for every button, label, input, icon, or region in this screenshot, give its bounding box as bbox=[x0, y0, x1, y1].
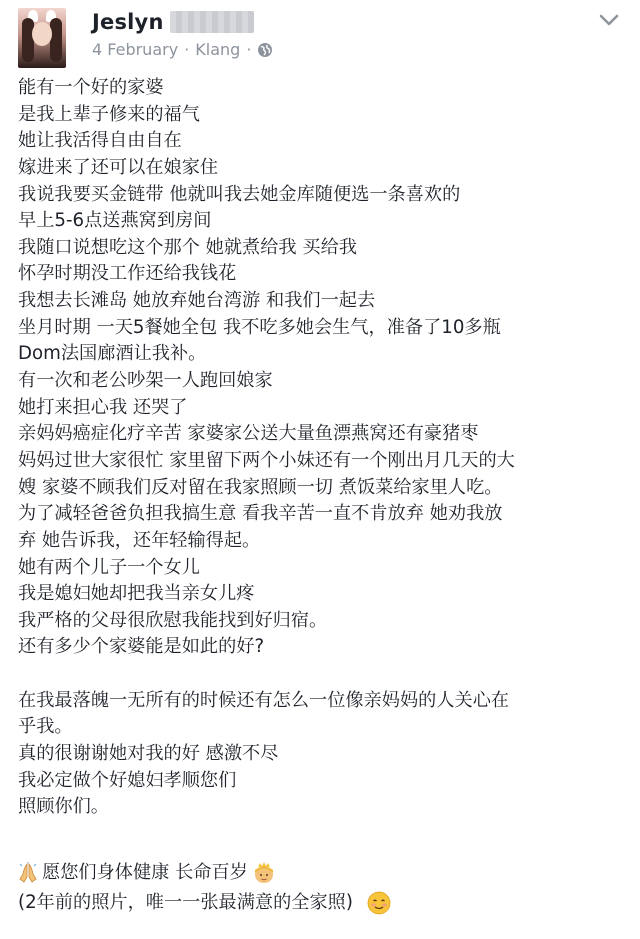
post-body bbox=[18, 75, 628, 821]
post-text-line: 坐月时期 一天5餐她全包 我不吃多她会生气，准备了10多瓶 bbox=[18, 316, 501, 338]
post-text-line: 能有一个好的家婆 bbox=[18, 77, 164, 98]
post-text-line: 有一次和老公吵架一人跑回娘家 bbox=[18, 370, 273, 392]
post-text-line: 她打来担心我 还哭了 bbox=[18, 396, 188, 418]
post-text-line: 我必定做个好媳妇孝顺您们 bbox=[18, 769, 237, 791]
post-text-line: 她让我活得自由自在 bbox=[18, 130, 182, 152]
post-text-line: 真的很谢谢她对我的好 感激不尽 bbox=[18, 743, 279, 765]
post-text-line: 怀孕时期没工作还给我钱花 bbox=[18, 263, 237, 285]
chevron-down-icon[interactable] bbox=[598, 12, 620, 28]
post-text-line: 照顾你们。 bbox=[18, 796, 109, 818]
wish-line bbox=[18, 858, 628, 888]
post-text-line: 我说我要买金链带 他就叫我去她金库随便选一条喜欢的 bbox=[18, 183, 461, 205]
post-text-line: 为了减轻爸爸负担我搞生意 看我辛苦一直不肯放弃 她劝我放 bbox=[18, 503, 503, 525]
photo-note-text: (2年前的照片，唯一一张最满意的全家照) bbox=[18, 892, 353, 913]
post-closing bbox=[18, 858, 628, 918]
photo-note-line bbox=[18, 888, 628, 918]
post-text-line: 是我上辈子修来的福气 bbox=[18, 103, 200, 125]
author-row bbox=[92, 8, 254, 36]
post-text-line: 乎我。 bbox=[18, 716, 73, 738]
wish-text: 愿您们身体健康 长命百岁 bbox=[42, 862, 248, 883]
post-text-line: 弃 她告诉我，还年轻输得起。 bbox=[18, 529, 261, 551]
post-text-line: 嫂 家婆不顾我们反对留在我家照顾一切 煮饭菜给家里人吃。 bbox=[18, 476, 503, 498]
smiling-face-icon bbox=[367, 891, 391, 915]
post-text-line: 还有多少个家婆能是如此的好? bbox=[18, 636, 265, 658]
post-text-line: 我严格的父母很欣慰我能找到好归宿。 bbox=[18, 609, 328, 631]
post-text-line: 我是媳妇她却把我当亲女儿疼 bbox=[18, 583, 255, 605]
post-text-line: 妈妈过世大家很忙 家里留下两个小妹还有一个刚出月几天的大 bbox=[18, 449, 515, 471]
post-date[interactable]: 4 February bbox=[92, 40, 179, 59]
avatar-face bbox=[32, 22, 52, 46]
post-text-line: Dom法国廊酒让我补。 bbox=[18, 343, 207, 365]
post-header bbox=[0, 0, 640, 72]
post-text-line: 嫁进来了还可以在娘家住 bbox=[18, 156, 219, 178]
meta-separator: · bbox=[246, 40, 252, 59]
post-meta bbox=[92, 40, 273, 59]
globe-icon[interactable] bbox=[257, 42, 273, 58]
paragraph-gap bbox=[18, 661, 628, 688]
post-text-line: 在我最落魄一无所有的时候还有怎么一位像亲妈妈的人关心在 bbox=[18, 689, 510, 711]
post-text-line: 亲妈妈癌症化疗辛苦 家婆家公送大量鱼漂燕窝还有豪猪枣 bbox=[18, 423, 479, 445]
meta-separator: · bbox=[184, 40, 190, 59]
post-text-line: 早上5-6点送燕窝到房间 bbox=[18, 210, 212, 232]
avatar-hair-left bbox=[22, 18, 34, 62]
author-name[interactable]: Jeslyn bbox=[92, 10, 164, 34]
post-location[interactable]: Klang bbox=[195, 40, 241, 59]
avatar[interactable] bbox=[18, 8, 66, 68]
post-text-line: 我想去长滩岛 她放弃她台湾游 和我们一起去 bbox=[18, 290, 376, 312]
folded-hands-icon bbox=[18, 862, 38, 884]
princess-emoji-icon bbox=[252, 861, 276, 885]
post-text-line: 她有两个儿子一个女儿 bbox=[18, 556, 200, 578]
post-text-line: 我随口说想吃这个那个 她就煮给我 买给我 bbox=[18, 236, 357, 258]
redacted-surname bbox=[170, 11, 254, 33]
avatar-hair-right bbox=[50, 18, 62, 62]
